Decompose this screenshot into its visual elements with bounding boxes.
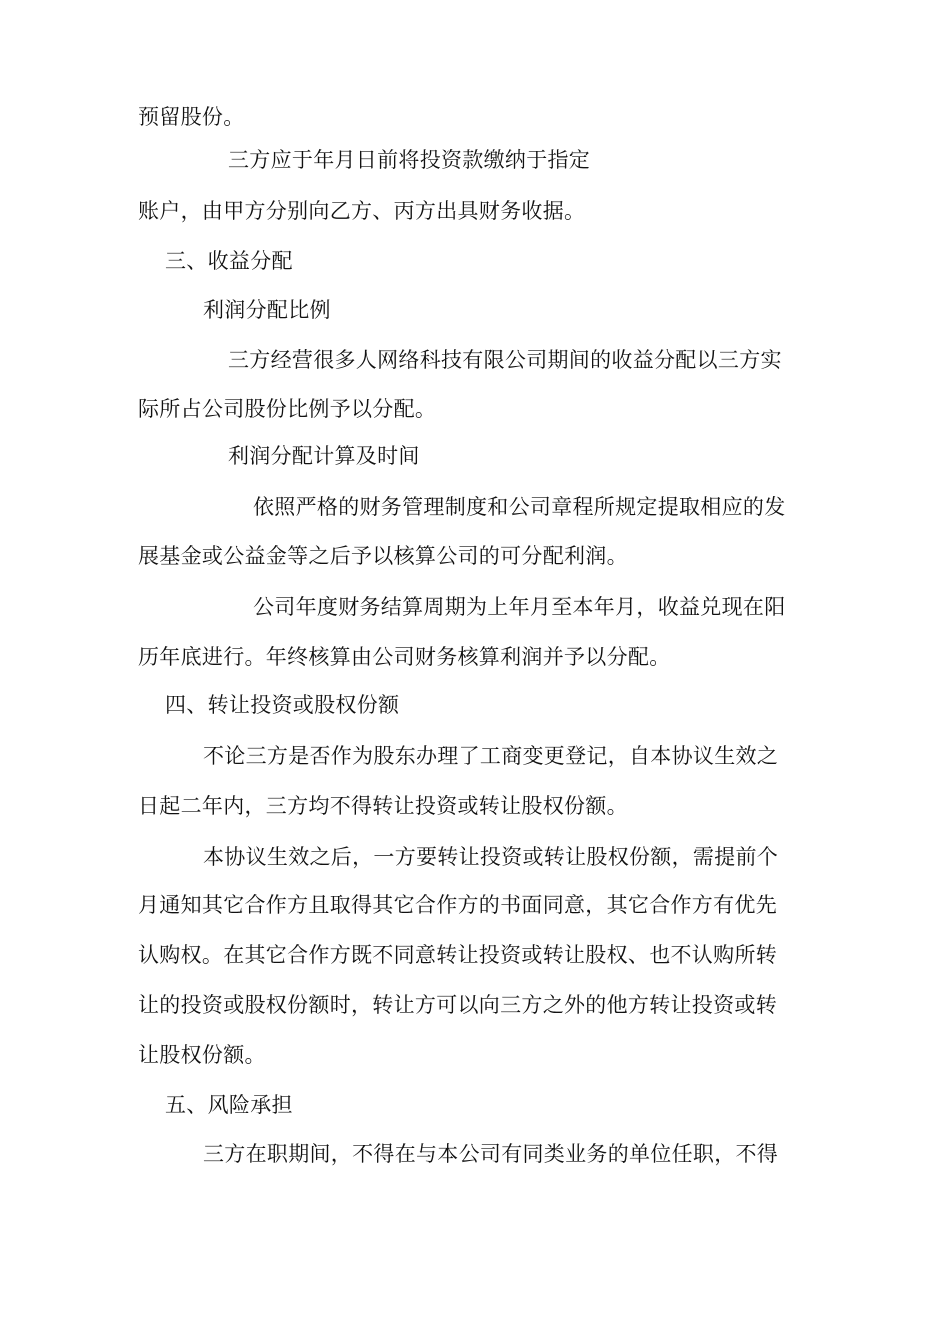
section-heading: 五、风险承担 — [165, 1093, 293, 1117]
subheading: 利润分配计算及时间 — [228, 444, 420, 468]
text-line: 不论三方是否作为股东办理了工商变更登记，自本协议生效之 — [203, 744, 779, 768]
text-line: 三方在职期间，不得在与本公司有同类业务的单位任职，不得 — [203, 1142, 779, 1166]
text-line: 日起二年内，三方均不得转让投资或转让股权份额。 — [138, 794, 628, 818]
text-line: 让股权份额。 — [138, 1043, 266, 1067]
text-line: 历年底进行。年终核算由公司财务核算利润并予以分配。 — [138, 645, 671, 669]
text-line: 际所占公司股份比例予以分配。 — [138, 397, 437, 421]
section-heading: 三、收益分配 — [165, 249, 293, 273]
text-line: 依照严格的财务管理制度和公司章程所规定提取相应的发 — [253, 495, 786, 519]
text-line: 公司年度财务结算周期为上年月至本年月，收益兑现在阳 — [253, 595, 786, 619]
text-line: 让的投资或股权份额时，转让方可以向三方之外的他方转让投资或转 — [138, 993, 777, 1017]
subheading: 利润分配比例 — [203, 298, 331, 322]
text-line: 月通知其它合作方且取得其它合作方的书面同意，其它合作方有优先 — [138, 893, 777, 917]
text-line: 账户，由甲方分别向乙方、丙方出具财务收据。 — [138, 199, 586, 223]
text-line: 本协议生效之后，一方要转让投资或转让股权份额，需提前个 — [203, 845, 779, 869]
text-line: 三方应于年月日前将投资款缴纳于指定 — [228, 148, 591, 172]
text-line: 预留股份。 — [138, 105, 245, 129]
text-line: 展基金或公益金等之后予以核算公司的可分配利润。 — [138, 544, 628, 568]
section-heading: 四、转让投资或股权份额 — [165, 693, 400, 717]
text-line: 认购权。在其它合作方既不同意转让投资或转让股权、也不认购所转 — [138, 943, 777, 967]
text-line: 三方经营很多人网络科技有限公司期间的收益分配以三方实 — [228, 348, 782, 372]
